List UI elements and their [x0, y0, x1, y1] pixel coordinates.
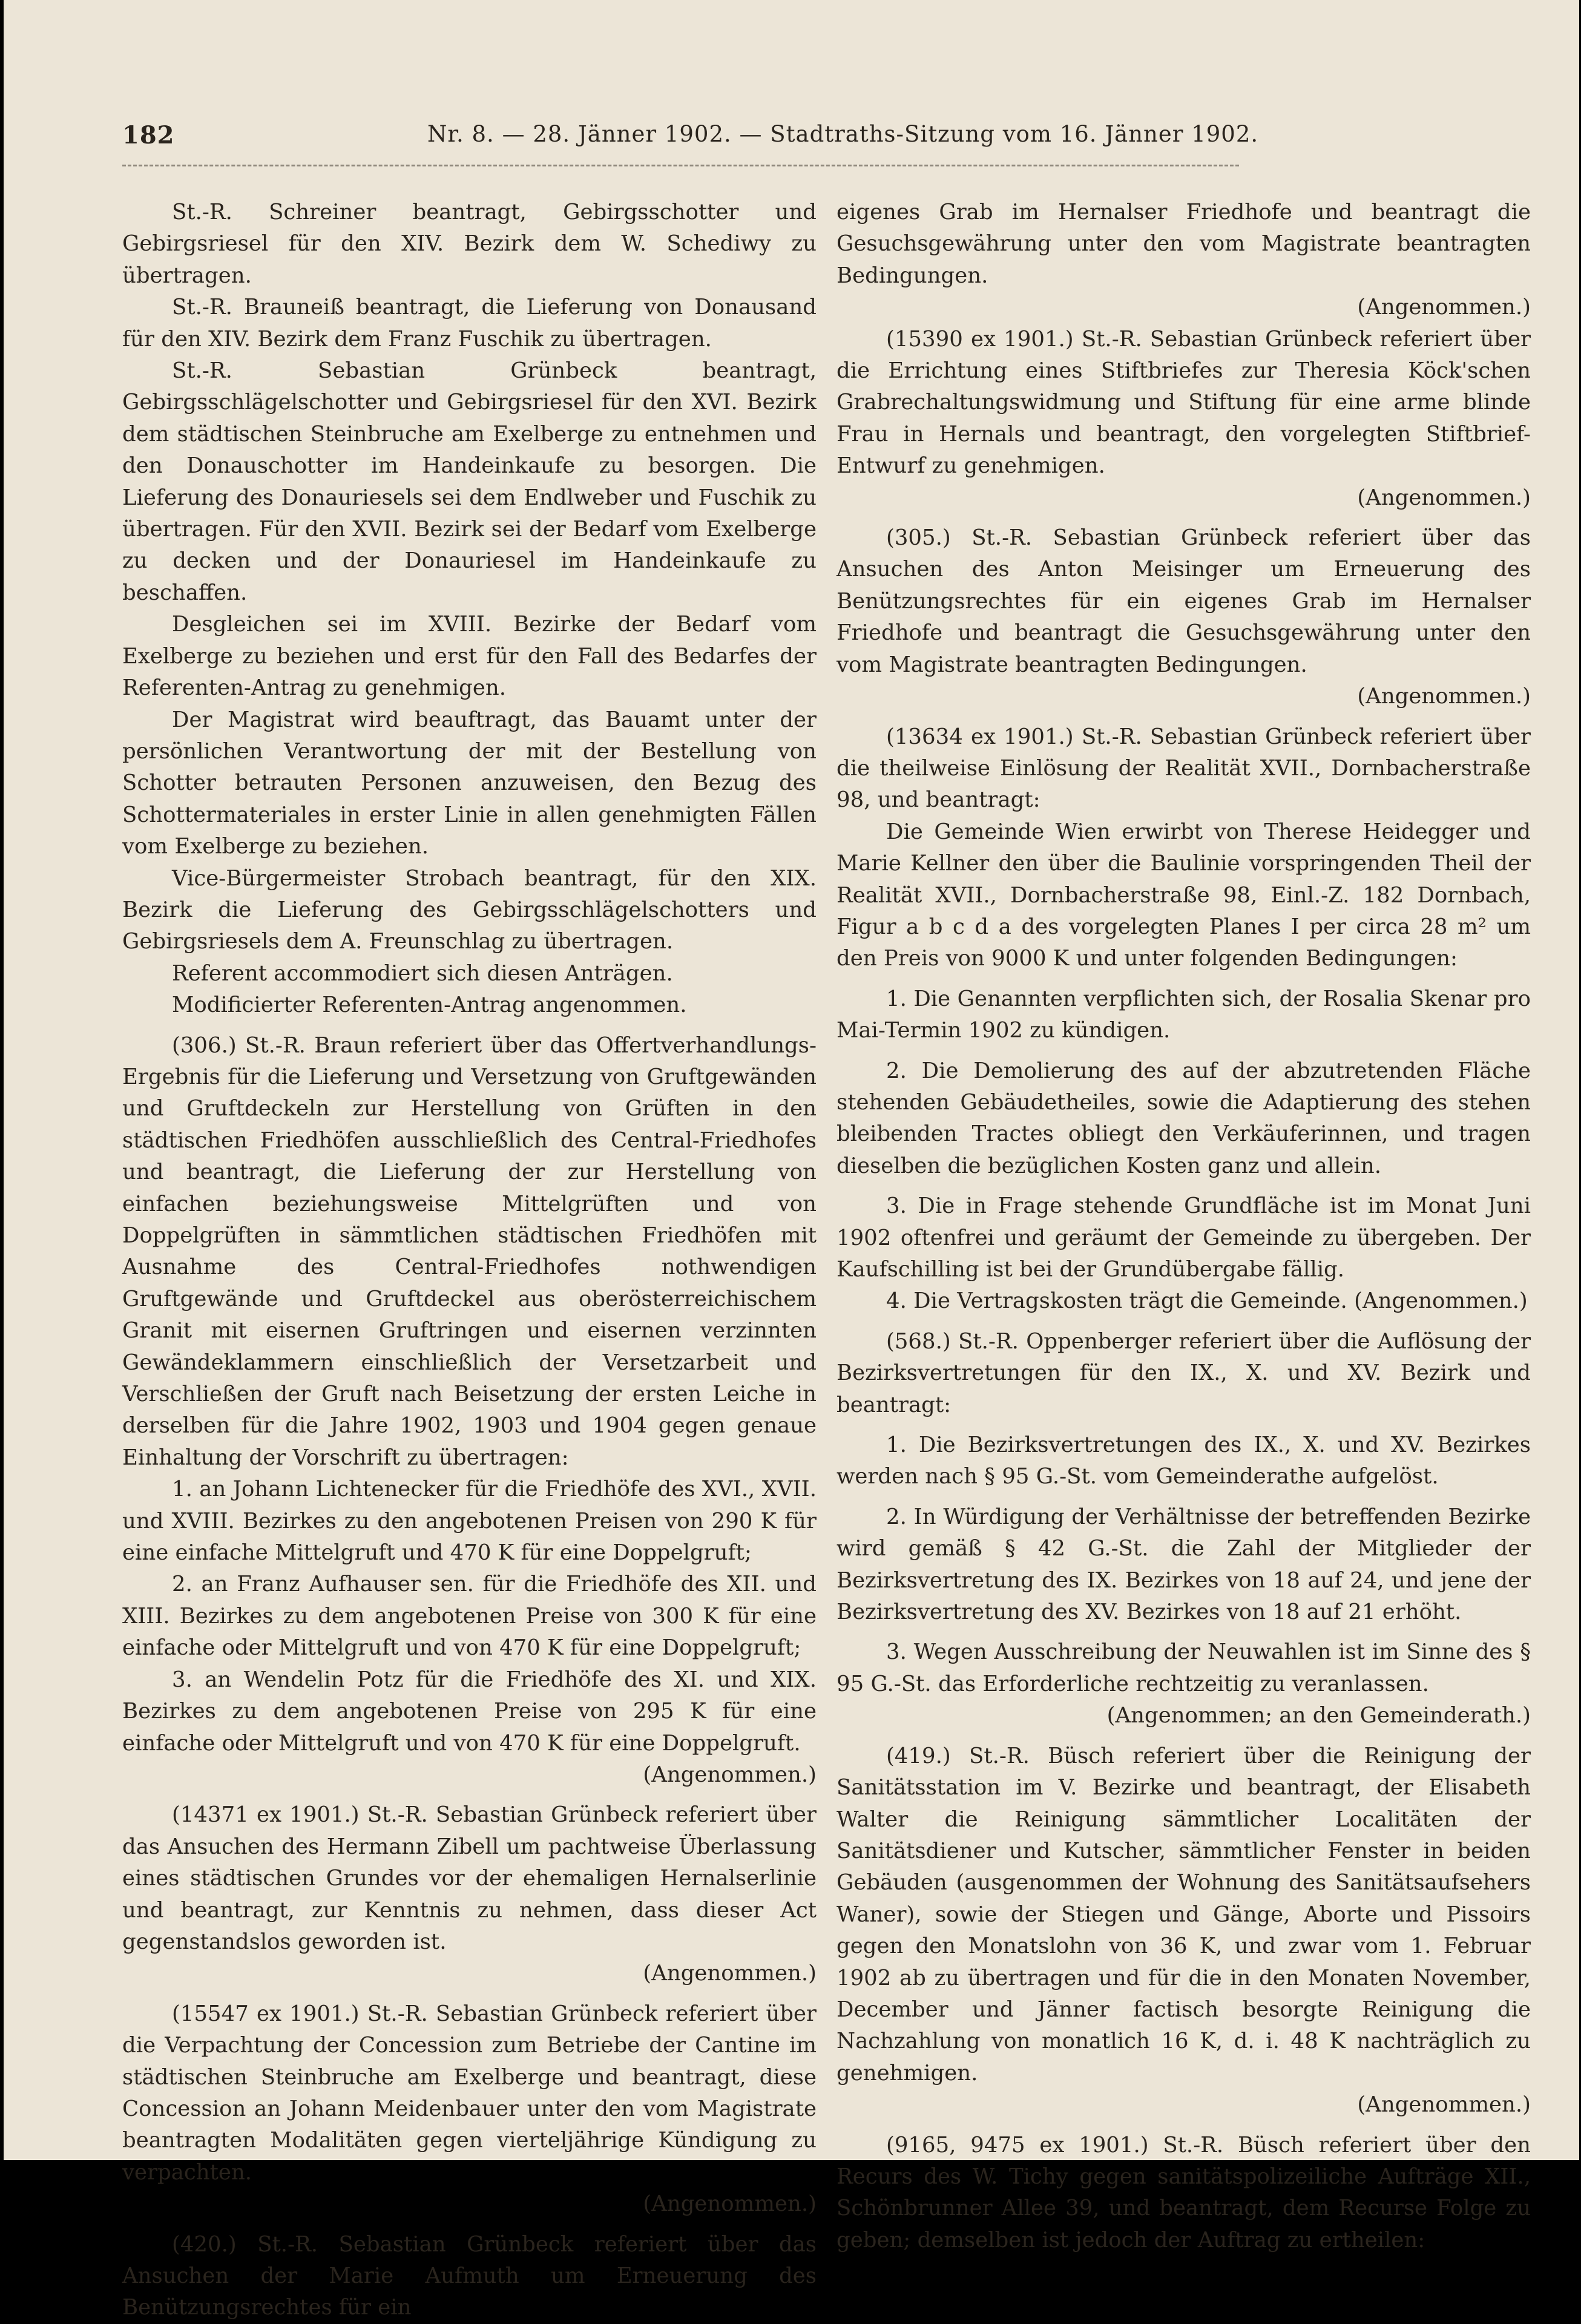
list-item: 1. Die Bezirksvertretungen des IX., X. und XV. Bezirkes werden nach § 95 G.-St. vom Gemeinderathe aufgelöst.	[837, 1433, 1531, 1489]
list-item: 2. In Würdigung der Verhältnisse der betreffenden Bezirke wird gemäß § 42 G.-St. die Zahl der Mitglieder der Bezirksvertretung des IX. Bezirkes von 18 auf 24, und jene der Bezirksvertretung des XV. Bezirkes von 18 auf 21 erhöht.	[837, 1504, 1531, 1625]
verdict: (Angenommen.)	[1357, 684, 1531, 709]
page-number: 182	[122, 121, 175, 149]
paragraph: Vice-Bürgermeister Strobach beantragt, für den XIX. Bezirk die Lieferung des Gebirgsschlägelschotters und Gebirgsriesels dem A. Freunschlag zu übertragen.	[122, 865, 817, 954]
paragraph: (305.) St.-R. Sebastian Grünbeck referiert über das Ansuchen des Anton Meisinger um Erneuerung des Benützungsrechtes für ein eigenes Grab im Hernalser Friedhofe und beantragt die Gesuchsgewährung unter den vom Magistrate beantragten Bedingungen.	[837, 525, 1531, 677]
list-item: 2. Die Demolierung des auf der abzutretenden Fläche stehenden Gebäudetheiles, sowie die Adaptierung des stehen bleibenden Tractes obliegt den Verkäuferinnen, und tragen dieselben die bezüglichen Kosten ganz und allein.	[837, 1058, 1531, 1178]
list-item: 3. Die in Frage stehende Grundfläche ist im Monat Juni 1902 oftenfrei und geräumt der Gemeinde zu übergeben. Der Kaufschilling ist bei der Grundübergabe fällig.	[837, 1193, 1531, 1282]
paragraph: Die Gemeinde Wien erwirbt von Therese Heidegger und Marie Kellner den über die Baulinie vorspringenden Theil der Realität XVII., Dornbacherstraße 98, Einl.-Z. 182 Dornbach, Figur a b c d a des vorgelegten Planes I per circa 28 m² um den Preis von 9000 K und unter folgenden Bedingungen:	[837, 819, 1531, 971]
paragraph: (13634 ex 1901.) St.-R. Sebastian Grünbeck referiert über die theilweise Einlösung der Realität XVII., Dornbacherstraße 98, und beantragt:	[837, 724, 1531, 813]
verdict: (Angenommen.)	[643, 2191, 817, 2217]
paragraph: (419.) St.-R. Büsch referiert über die Reinigung der Sanitätsstation im V. Bezirke und beantragt, der Elisabeth Walter die Reinigung sämmtlicher Localitäten der Sanitätsdiener und Kutscher, sämmtlicher Fenster in beiden Gebäuden (ausgenommen der Wohnung des Sanitätsaufsehers Waner), sowie der Stiegen und Gänge, Aborte und Pissoirs gegen den Monatslohn von 36 K, und zwar vom 1. Februar 1902 ab zu übertragen und für die in den Monaten November, December und Jänner factisch besorgte Reinigung die Nachzahlung von monatlich 16 K, d. i. 48 K nachträglich zu genehmigen.	[837, 1743, 1531, 2086]
header-rule	[122, 165, 1239, 166]
verdict: (Angenommen.)	[643, 1961, 817, 1986]
paragraph: (306.) St.-R. Braun referiert über das Offertverhandlungs-Ergebnis für die Lieferung und Versetzung von Gruftgewänden und Gruftdeckeln zur Herstellung von Grüften in den städtischen Friedhöfen ausschließlich des Central-Friedhofes und beantragt, die Lieferung der zur Herstellung von einfachen beziehungsweise Mittelgrüften und von Doppelgrüften in sämmtlichen städtischen Friedhöfen mit Ausnahme des Central-Friedhofes nothwendigen Gruftgewände und Gruftdeckel aus oberösterreichischem Granit mit eisernen Gruftringen und eisernen verzinnten Gewändeklammern einschließlich der Versetzarbeit und Verschließen der Gruft nach Beisetzung der ersten Leiche in derselben für die Jahre 1902, 1903 und 1904 gegen genaue Einhaltung der Vorschrift zu übertragen:	[122, 1032, 817, 1470]
paragraph: Referent accommodiert sich diesen Anträgen.	[172, 960, 673, 986]
paragraph: (15547 ex 1901.) St.-R. Sebastian Grünbeck referiert über die Verpachtung der Concession zum Betriebe der Cantine im städtischen Steinbruche am Exelberge und beantragt, diese Concession an Johann Meidenbauer unter den vom Magistrate beantragten Modalitäten gegen vierteljährige Kündigung zu verpachten.	[122, 2001, 817, 2185]
list-item: 4. Die Vertragskosten trägt die Gemeinde. (Angenommen.)	[886, 1288, 1528, 1314]
paragraph: Modificierter Referenten-Antrag angenommen.	[172, 993, 687, 1018]
list-item: 3. an Wendelin Potz für die Friedhöfe des XI. und XIX. Bezirkes zu dem angebotenen Preise von 295 K für eine einfache oder Mittelgruft und von 470 K für eine Doppelgruft.	[122, 1667, 817, 1756]
list-item: 3. Wegen Ausschreibung der Neuwahlen ist im Sinne des § 95 G.-St. das Erforderliche rechtzeitig zu veranlassen.	[837, 1640, 1531, 1696]
paragraph: Desgleichen sei im XVIII. Bezirke der Bedarf vom Exelberge zu beziehen und erst für den Fall des Bedarfes der Referenten-Antrag zu genehmigen.	[122, 612, 817, 701]
list-item: 2. an Franz Aufhauser sen. für die Friedhöfe des XII. und XIII. Bezirkes zu dem angebotenen Preise von 300 K für eine einfache oder Mittelgruft und von 470 K für eine Doppelgruft;	[122, 1572, 817, 1661]
verdict: (Angenommen.)	[1357, 295, 1531, 320]
verdict: (Angenommen.)	[1357, 2092, 1531, 2118]
newspaper-page	[4, 0, 1579, 2320]
paragraph: (9165, 9475 ex 1901.) St.-R. Büsch referiert über den Recurs des W. Tichy gegen sanitätspolizeiliche Aufträge XII., Schönbrunner Allee 39, und beantragt, dem Recurse Folge zu geben; demselben ist jedoch der Auftrag zu ertheilen:	[837, 2132, 1531, 2253]
paragraph: eigenes Grab im Hernalser Friedhofe und beantragt die Gesuchsgewährung unter den vom Magistrate beantragten Bedingungen.	[837, 200, 1531, 288]
paragraph: St.-R. Brauneiß beantragt, die Lieferung von Donausand für den XIV. Bezirk dem Franz Fuschik zu übertragen.	[122, 295, 817, 352]
paragraph: (420.) St.-R. Sebastian Grünbeck referiert über das Ansuchen der Marie Aufmuth um Erneuerung des Benützungsrechtes für ein	[122, 2231, 817, 2320]
list-item: 1. Die Genannten verpflichten sich, der Rosalia Skenar pro Mai-Termin 1902 zu kündigen.	[837, 986, 1531, 1043]
paragraph: (15390 ex 1901.) St.-R. Sebastian Grünbeck referiert über die Errichtung eines Stiftbriefes zur Theresia Köck'schen Grabrechaltungswidmung und Stiftung für eine arme blinde Frau in Hernals und beantragt, den vorgelegten Stiftbrief-Entwurf zu genehmigen.	[837, 326, 1531, 479]
list-item: 1. an Johann Lichtenecker für die Friedhöfe des XVI., XVII. und XVIII. Bezirkes zu den angebotenen Preisen von 290 K für eine einfache Mittelgruft und 470 K für eine Doppelgruft;	[122, 1477, 817, 1566]
verdict: (Angenommen; an den Gemeinderath.)	[1106, 1703, 1531, 1728]
paragraph: St.-R. Sebastian Grünbeck beantragt, Gebirgsschlägelschotter und Gebirgsriesel für den XVI. Bezirk dem städtischen Steinbruche am Exelberge zu entnehmen und den Donauschotter im Handeinkaufe zu besorgen. Die Lieferung des Donauriesels sei dem Endlweber und Fuschik zu übertragen. Für den XVII. Bezirk sei der Bedarf vom Exelberge zu decken und der Donauriesel im Handeinkaufe zu beschaffen.	[122, 358, 817, 605]
verdict: (Angenommen.)	[1357, 485, 1531, 510]
paragraph: (14371 ex 1901.) St.-R. Sebastian Grünbeck referiert über das Ansuchen des Hermann Zibell um pachtweise Überlassung eines städtischen Grundes vor der ehemaligen Hernalserlinie und beantragt, zur Kenntnis zu nehmen, dass dieser Act gegenstandslos geworden ist.	[122, 1802, 817, 1954]
paragraph: (568.) St.-R. Oppenberger referiert über die Auflösung der Bezirksvertretungen für den IX., X. und XV. Bezirk und beantragt:	[837, 1328, 1531, 1417]
paragraph: St.-R. Schreiner beantragt, Gebirgsschotter und Gebirgsriesel für den XIV. Bezirk dem W. Schediwy zu übertragen.	[122, 200, 817, 288]
paragraph: Der Magistrat wird beauftragt, das Bauamt unter der persönlichen Verantwortung der mit der Bestellung von Schotter betrauten Personen anzuweisen, den Bezug des Schottermateriales in erster Linie in allen genehmigten Fällen vom Exelberge zu beziehen.	[122, 707, 817, 859]
right-column	[837, 197, 1531, 2256]
left-column	[122, 197, 817, 2324]
verdict: (Angenommen.)	[643, 1762, 817, 1787]
running-head: Nr. 8. — 28. Jänner 1902. — Stadtraths-Sitzung vom 16. Jänner 1902.	[427, 121, 1259, 147]
